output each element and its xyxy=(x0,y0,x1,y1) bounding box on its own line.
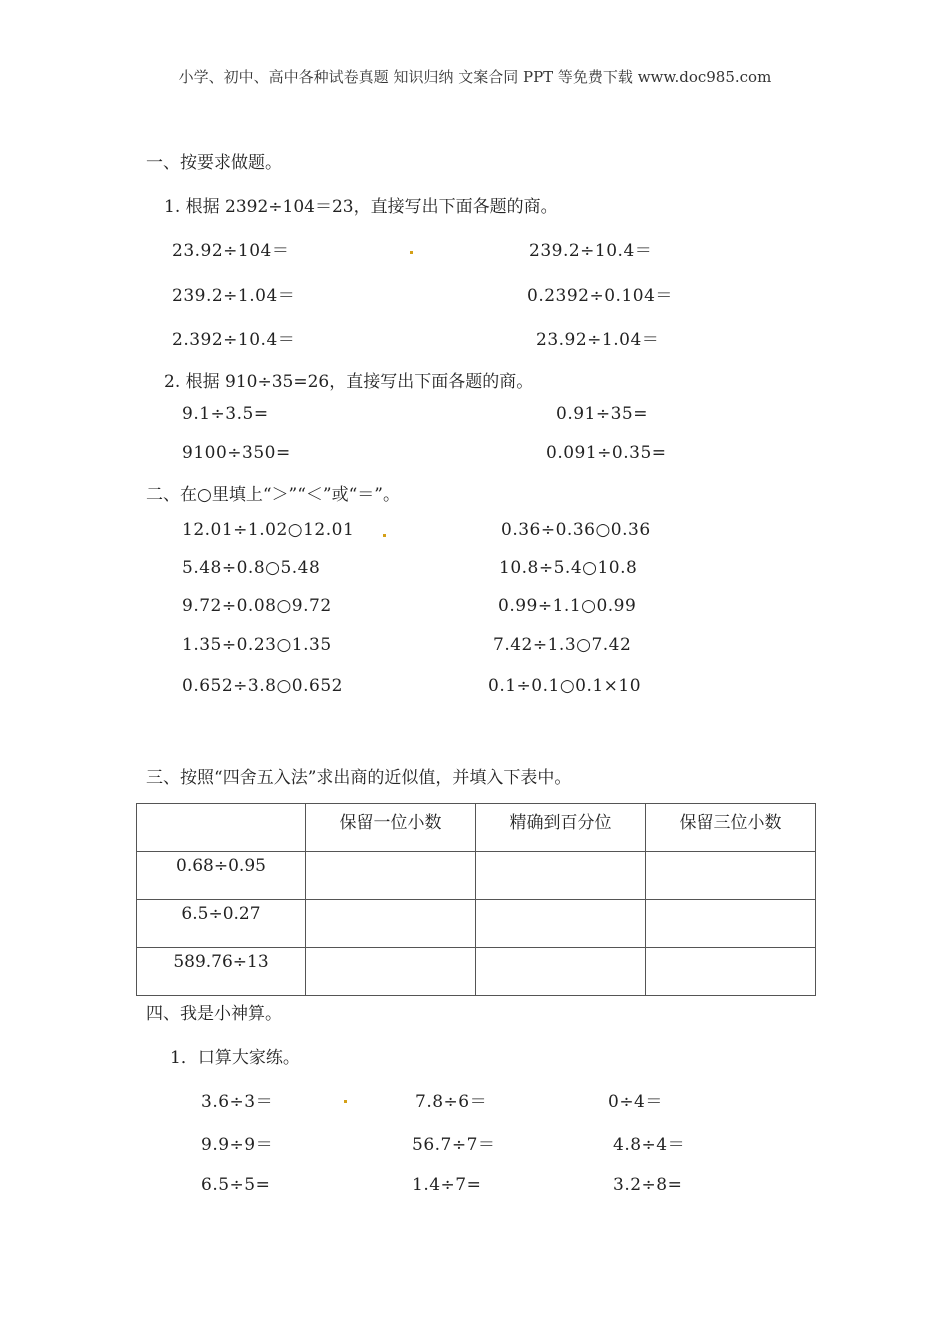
mental-math-item: 6.5÷5= xyxy=(201,1175,271,1195)
mental-math-item: 3.6÷3＝ xyxy=(201,1092,274,1112)
compare-item: 0.1÷0.1○0.1×10 xyxy=(488,676,642,696)
answer-cell[interactable] xyxy=(476,900,646,948)
problem-item: 239.2÷10.4＝ xyxy=(529,241,653,261)
table-header-cell: 保留一位小数 xyxy=(306,804,476,852)
section-2-title: 二、在○里填上“＞”“＜”或“＝”。 xyxy=(146,485,400,505)
table-header-cell: 精确到百分位 xyxy=(476,804,646,852)
problem-item: 2.392÷10.4＝ xyxy=(172,330,296,350)
rounding-table xyxy=(136,803,816,996)
answer-cell[interactable] xyxy=(646,900,816,948)
mental-math-item: 9.9÷9＝ xyxy=(201,1135,274,1155)
mental-math-item: 3.2÷8= xyxy=(613,1175,683,1195)
problem-item: 0.91÷35= xyxy=(556,404,648,424)
answer-cell[interactable] xyxy=(476,948,646,996)
problem-item: 9.1÷3.5= xyxy=(182,404,269,424)
mental-math-item: 7.8÷6＝ xyxy=(415,1092,488,1112)
question-1-1-title: 1. 根据 2392÷104＝23，直接写出下面各题的商。 xyxy=(164,197,558,217)
problem-item: 23.92÷104＝ xyxy=(172,241,290,261)
speck-mark xyxy=(410,251,413,254)
answer-cell[interactable] xyxy=(306,900,476,948)
problem-item: 239.2÷1.04＝ xyxy=(172,286,296,306)
compare-item: 0.652÷3.8○0.652 xyxy=(182,676,343,696)
answer-cell[interactable] xyxy=(646,948,816,996)
compare-item: 5.48÷0.8○5.48 xyxy=(182,558,321,578)
section-4-title: 四、我是小神算。 xyxy=(146,1004,282,1024)
answer-cell[interactable] xyxy=(646,852,816,900)
mental-math-item: 0÷4＝ xyxy=(608,1092,663,1112)
table-header-cell xyxy=(137,804,306,852)
table-row xyxy=(137,900,816,948)
compare-item: 0.36÷0.36○0.36 xyxy=(501,520,651,540)
mental-math-item: 1.4÷7= xyxy=(412,1175,482,1195)
problem-item: 0.091÷0.35= xyxy=(546,443,667,463)
mental-math-item: 4.8÷4＝ xyxy=(613,1135,686,1155)
speck-mark xyxy=(383,534,386,537)
mental-math-item: 56.7÷7＝ xyxy=(412,1135,496,1155)
problem-item: 9100÷350= xyxy=(182,443,291,463)
question-4-1-title: 1．口算大家练。 xyxy=(170,1048,300,1068)
question-1-2-title: 2. 根据 910÷35=26，直接写出下面各题的商。 xyxy=(164,372,534,392)
answer-cell[interactable] xyxy=(306,852,476,900)
compare-item: 12.01÷1.02○12.01 xyxy=(182,520,355,540)
table-header-row xyxy=(137,804,816,852)
table-header-cell: 保留三位小数 xyxy=(646,804,816,852)
compare-item: 9.72÷0.08○9.72 xyxy=(182,596,332,616)
speck-mark xyxy=(344,1100,347,1103)
compare-item: 1.35÷0.23○1.35 xyxy=(182,635,332,655)
table-row xyxy=(137,852,816,900)
compare-item: 0.99÷1.1○0.99 xyxy=(498,596,637,616)
page-header: 小学、初中、高中各种试卷真题 知识归纳 文案合同 PPT 等免费下载 www.doc985.com xyxy=(178,68,772,86)
answer-cell[interactable] xyxy=(476,852,646,900)
section-3-title: 三、按照“四舍五入法”求出商的近似值，并填入下表中。 xyxy=(146,768,572,788)
section-1-title: 一、按要求做题。 xyxy=(146,153,282,173)
table-row-label: 6.5÷0.27 xyxy=(137,900,306,948)
compare-item: 7.42÷1.3○7.42 xyxy=(493,635,632,655)
compare-item: 10.8÷5.4○10.8 xyxy=(499,558,638,578)
table-row xyxy=(137,948,816,996)
problem-item: 23.92÷1.04＝ xyxy=(536,330,660,350)
answer-cell[interactable] xyxy=(306,948,476,996)
problem-item: 0.2392÷0.104＝ xyxy=(527,286,673,306)
table-row-label: 0.68÷0.95 xyxy=(137,852,306,900)
table-row-label: 589.76÷13 xyxy=(137,948,306,996)
